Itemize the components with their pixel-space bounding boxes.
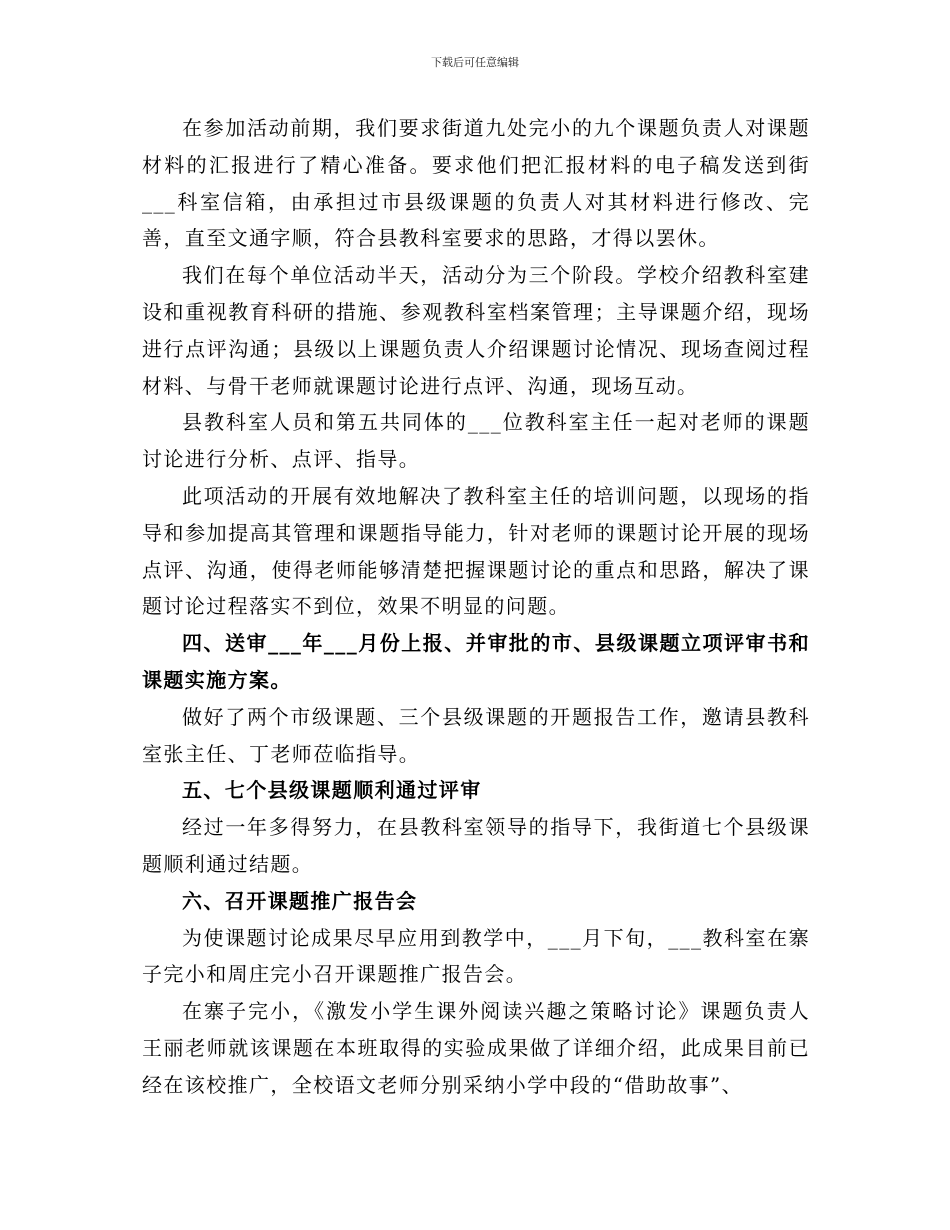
paragraph-opening-report: 做好了两个市级课题、三个县级课题的开题报告工作，邀请县教科室张主任、丁老师莅临指导。 (142, 704, 810, 766)
paragraph-preparation: 在参加活动前期，我们要求街道九处完小的九个课题负责人对课题材料的汇报进行了精心准备。要求他们把汇报材料的电子稿发送到街___科室信箱，由承担过市县级课题的负责人对其材料进行修改、完善，直至文通字顺，符合县教科室要求的思路，才得以罢休。 (142, 116, 810, 251)
paragraph-effect: 此项活动的开展有效地解决了教科室主任的培训问题，以现场的指导和参加提高其管理和课题指导能力，针对老师的课题讨论开展的现场点评、沟通，使得老师能够清楚把握课题讨论的重点和思路，解决了课题讨论过程落实不到位，效果不明显的问题。 (142, 483, 810, 619)
paragraph-promotion: 为使课题讨论成果尽早应用到教学中，___月下旬，___教科室在寨子完小和周庄完小召开课题推广报告会。 (142, 925, 810, 987)
document-body (142, 110, 810, 1104)
section-heading-six: 六、召开课题推广报告会 (182, 888, 418, 913)
paragraph-analysis: 县教科室人员和第五共同体的___位教科室主任一起对老师的课题讨论进行分析、点评、指导。 (142, 410, 810, 472)
paragraph-activity-stages: 我们在每个单位活动半天，活动分为三个阶段。学校介绍教科室建设和重视教育科研的措施、参观教科室档案管理；主导课题介绍，现场进行点评沟通；县级以上课题负责人介绍课题讨论情况、现场查阅过程材料、与骨干老师就课题讨论进行点评、沟通，现场互动。 (142, 263, 810, 398)
section-heading-five: 五、七个县级课题顺利通过评审 (182, 778, 482, 803)
paragraph-review-passed: 经过一年多得努力，在县教科室领导的指导下，我街道七个县级课题顺利通过结题。 (142, 815, 810, 876)
header-note: 下载后可任意编辑 (431, 56, 519, 69)
section-heading-four: 四、送审___年___月份上报、并审批的市、县级课题立项评审书和课题实施方案。 (142, 631, 810, 692)
paragraph-zhaizi: 在寨子完小，《激发小学生课外阅读兴趣之策略讨论》课题负责人王丽老师就该课题在本班取得的实验成果做了详细介绍，此成果目前已经在该校推广，全校语文老师分别采纳小学中段的“借助故事”、 (142, 999, 810, 1097)
